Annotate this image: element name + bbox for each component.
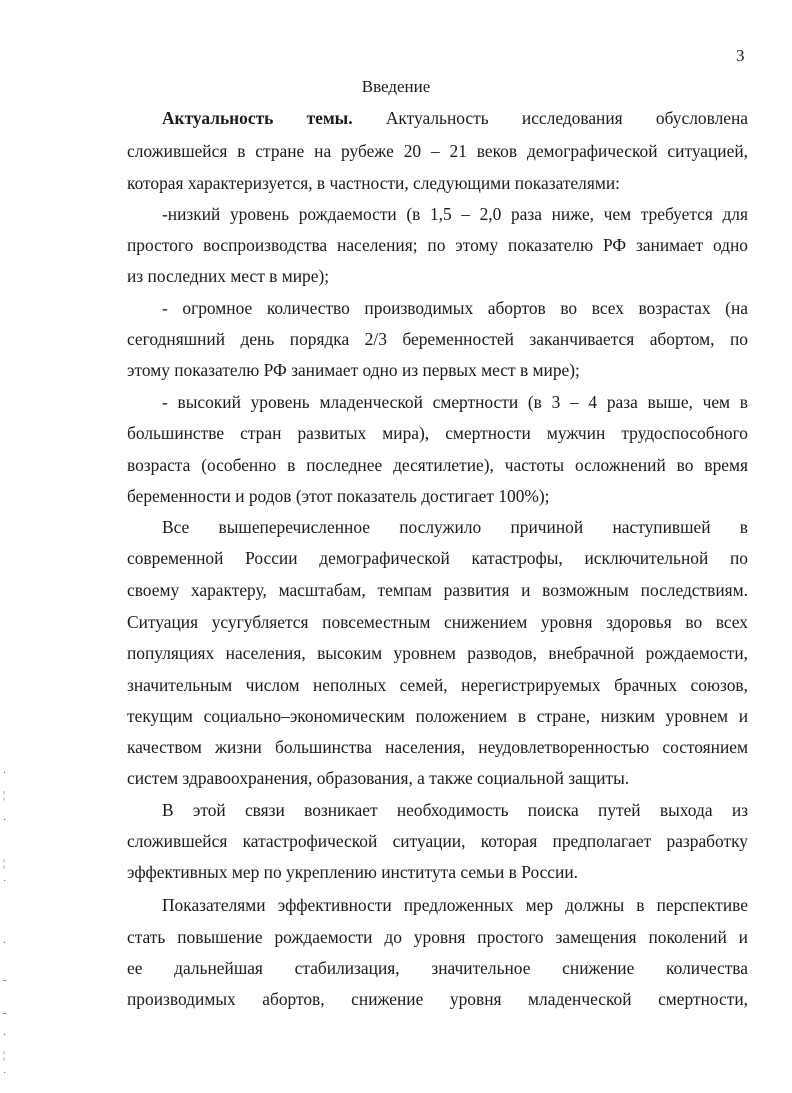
text-line: стать повышение рождаемости до уровня простого замещения поколений и — [127, 927, 748, 947]
text-line: систем здравоохранения, образования, а также социальной защиты. — [127, 768, 630, 788]
text-line: - огромное количество производимых абортов во всех возрастах (на — [162, 298, 748, 318]
scan-artifact: ¦ — [3, 858, 6, 869]
text-line: Ситуация усугубляется повсеместным снижением уровня здоровья во всех — [127, 612, 748, 632]
text-line: которая характеризуется, в частности, следующими показателями: — [127, 173, 620, 193]
text-line: значительным числом неполных семей, нерегистрируемых брачных союзов, — [127, 675, 748, 695]
topic-relevance-label: Актуальность темы. — [162, 108, 353, 128]
text-line: производимых абортов, снижение уровня младенческой смертности, — [127, 989, 748, 1009]
scan-artifact: · — [3, 768, 7, 779]
page-title: Введение — [361, 77, 431, 96]
text-line — [162, 108, 748, 128]
text-line: возраста (особенно в последнее десятилетие), частоты осложнений во время — [127, 455, 748, 475]
text-line: беременности и родов (этот показатель достигает 100%); — [127, 486, 550, 506]
text-line: текущим социально–экономическим положением в стране, низким уровнем и — [127, 706, 748, 726]
scan-artifact: · — [3, 1030, 7, 1041]
text-line: -низкий уровень рождаемости (в 1,5 – 2,0 раза ниже, чем требуется для — [162, 204, 748, 224]
text-line: сегодняшний день порядка 2/3 беременностей заканчивается абортом, по — [127, 329, 748, 349]
scan-artifact: ¦ — [3, 790, 6, 801]
scan-artifact: · — [3, 1068, 7, 1079]
text-line: своему характеру, масштабам, темпам развития и возможным последствиям. — [127, 580, 748, 600]
text-line: Все вышеперечисленное послужило причиной наступившей в — [162, 517, 748, 537]
text-line: сложившейся в стране на рубеже 20 – 21 веков демографической ситуацией, — [127, 141, 748, 161]
text-line: сложившейся катастрофической ситуации, которая предполагает разработку — [127, 831, 748, 851]
text-line: из последних мест в мире); — [127, 266, 330, 286]
text-line: ее дальнейшая стабилизация, значительное снижение количества — [127, 958, 748, 978]
scan-artifact: · — [3, 815, 7, 826]
text-line: этому показателю РФ занимает одно из первых мест в мире); — [127, 360, 580, 380]
text-line: Показателями эффективности предложенных мер должны в перспективе — [162, 895, 748, 915]
text-line: большинстве стран развитых мира), смертности мужчин трудоспособного — [127, 423, 748, 443]
text-span: Актуальность исследования обусловлена — [385, 108, 748, 128]
text-line: - высокий уровень младенческой смертности (в 3 – 4 раза выше, чем в — [162, 392, 748, 412]
scan-artifact: - — [3, 975, 7, 986]
scan-artifact: · — [3, 876, 7, 887]
text-line: популяциях населения, высоким уровнем разводов, внебрачной рождаемости, — [127, 643, 748, 663]
text-line: эффективных мер по укреплению института семьи в России. — [127, 862, 578, 882]
text-line: простого воспроизводства населения; по этому показателю РФ занимает одно — [127, 235, 748, 255]
scan-artifact: ¦ — [3, 1050, 6, 1061]
page-number: 3 — [736, 46, 745, 65]
text-line: В этой связи возникает необходимость поиска путей выхода из — [162, 800, 748, 820]
scan-artifact: · — [3, 938, 7, 949]
text-line: современной России демографической катастрофы, исключительной по — [127, 548, 748, 568]
text-line: качеством жизни большинства населения, неудовлетворенностью состоянием — [127, 737, 748, 757]
scan-artifact: - — [3, 1008, 7, 1019]
